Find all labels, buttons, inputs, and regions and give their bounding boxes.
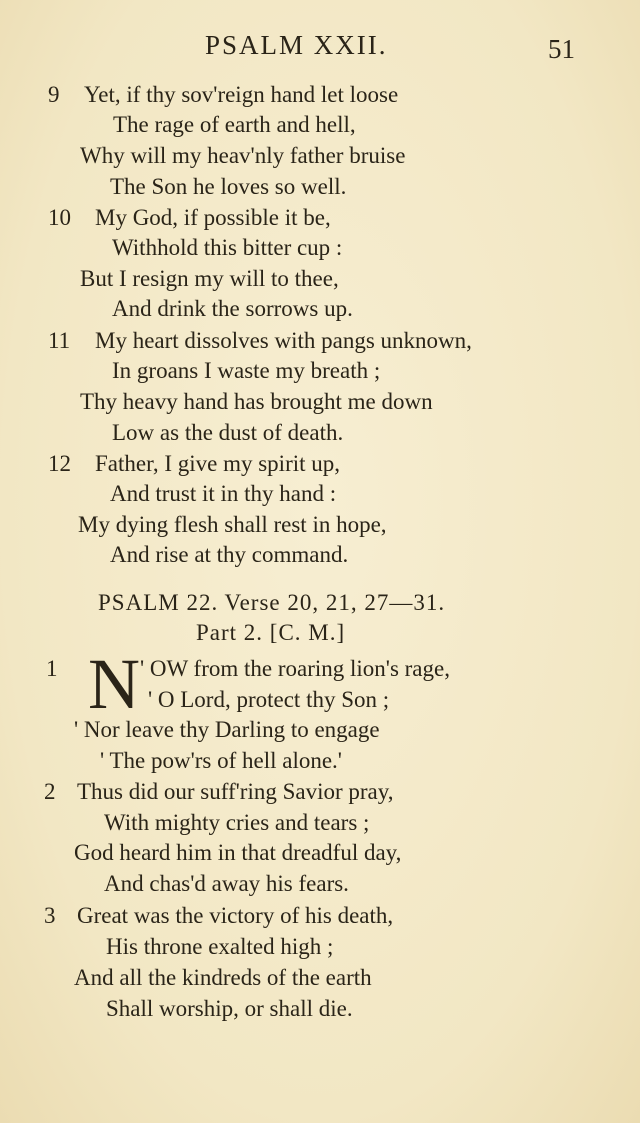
verse-line: Great was the victory of his death, <box>77 903 394 928</box>
verse-line: The Son he loves so well. <box>110 174 347 199</box>
drop-cap: N <box>88 644 140 724</box>
verse-line: Father, I give my spirit up, <box>95 451 341 476</box>
page-header <box>0 28 640 68</box>
verse-number: 3 <box>44 903 56 928</box>
verse-line: In groans I waste my breath ; <box>112 358 381 383</box>
verse-line: With mighty cries and tears ; <box>104 810 370 835</box>
page-number: 51 <box>548 34 575 64</box>
section-subtitle: Part 2. [C. M.] <box>196 620 346 645</box>
verse-line: His throne exalted high ; <box>106 934 334 959</box>
verse-line: ' O Lord, protect thy Son ; <box>148 687 390 712</box>
verse-line: The rage of earth and hell, <box>113 112 356 137</box>
verse-number: 9 <box>48 82 60 107</box>
verse-line: Thus did our suff'ring Savior pray, <box>77 779 394 804</box>
verse-line: And all the kindreds of the earth <box>74 965 372 990</box>
verse-line: Yet, if thy sov'reign hand let loose <box>84 82 399 107</box>
verse-line: My heart dissolves with pangs unknown, <box>95 328 472 353</box>
verse-number: 12 <box>48 451 71 476</box>
verse-line: Low as the dust of death. <box>112 420 344 445</box>
section-title: PSALM 22. Verse 20, 21, 27—31. <box>98 590 446 615</box>
verse-line: And trust it in thy hand : <box>110 481 337 506</box>
verse-line: But I resign my will to thee, <box>80 266 339 291</box>
verse-line: Why will my heav'nly father bruise <box>80 143 406 168</box>
verse-line: Shall worship, or shall die. <box>106 996 353 1021</box>
verse-line: Withhold this bitter cup : <box>112 235 343 260</box>
verse-line: And drink the sorrows up. <box>112 296 353 321</box>
verse-line: My dying flesh shall rest in hope, <box>78 512 387 537</box>
verse-line: My God, if possible it be, <box>95 205 331 230</box>
verse-number: 10 <box>48 205 71 230</box>
verse-line: Thy heavy hand has brought me down <box>80 389 433 414</box>
verse-line: ' The pow'rs of hell alone.' <box>100 748 342 773</box>
verse-line: ' OW from the roaring lion's rage, <box>140 656 450 681</box>
verse-line: ' Nor leave thy Darling to engage <box>74 717 380 742</box>
verse-line: God heard him in that dreadful day, <box>74 840 402 865</box>
verse-number: 2 <box>44 779 56 804</box>
running-head: PSALM XXII. <box>205 30 388 60</box>
verse-number: 1 <box>46 656 58 681</box>
verse-line: And chas'd away his fears. <box>104 871 349 896</box>
verse-line: And rise at thy command. <box>110 542 349 567</box>
verse-number: 11 <box>48 328 71 353</box>
